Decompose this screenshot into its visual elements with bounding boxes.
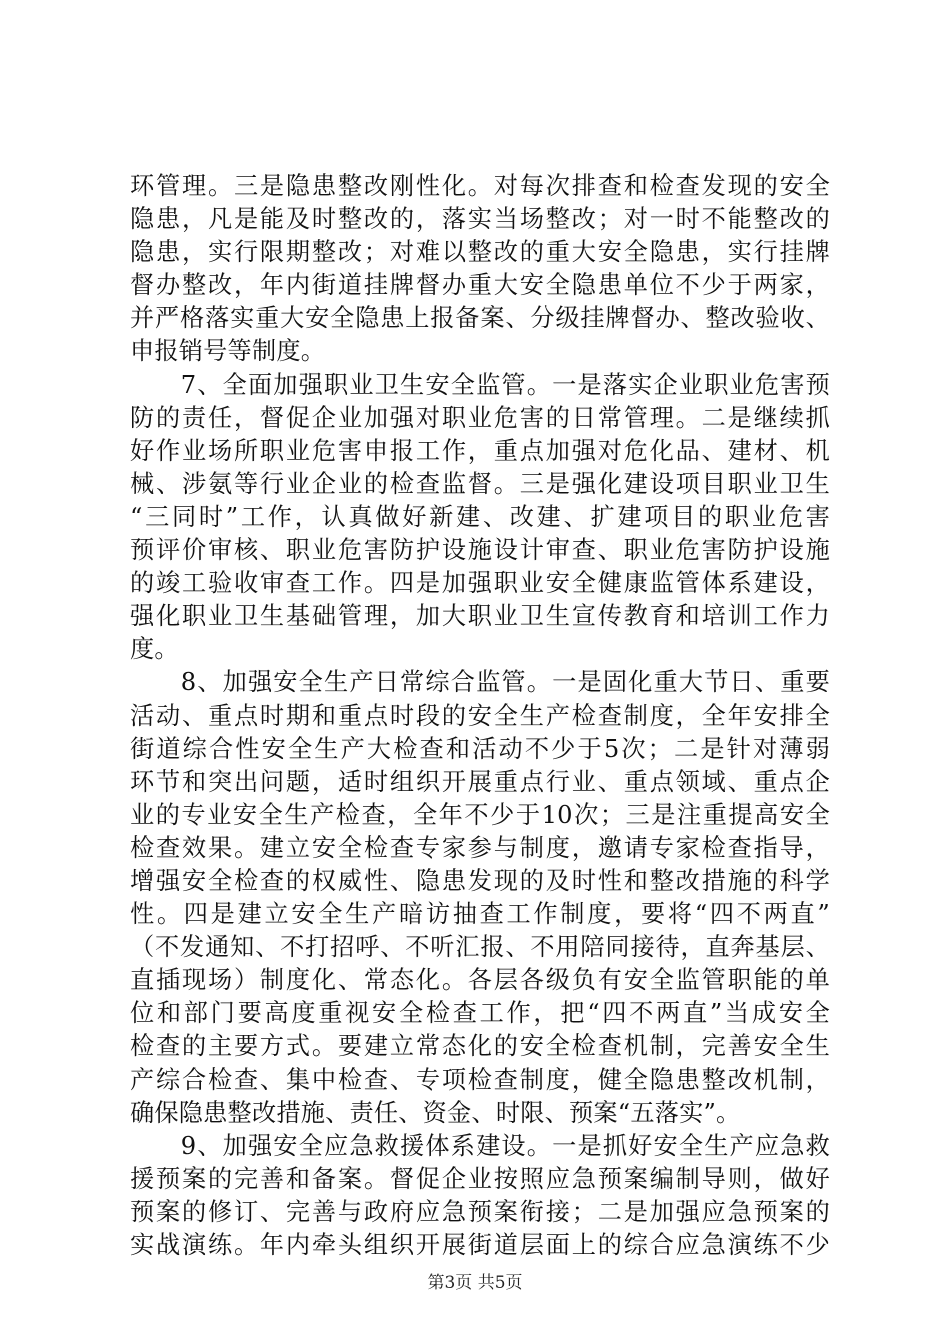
page-footer: 第3页 共5页 <box>427 1273 523 1293</box>
text-line: 7、全面加强职业卫生安全监管。一是落实企业职业危害预 <box>130 370 830 399</box>
text-line: （不发通知、不打招呼、不听汇报、不用陪同接待，直奔基层、 <box>130 933 830 962</box>
text-line: 产综合检查、集中检查、专项检查制度，健全隐患整改机制， <box>130 1065 830 1094</box>
text-line: 环节和突出问题，适时组织开展重点行业、重点领域、重点企 <box>130 767 830 796</box>
text-line: 8、加强安全生产日常综合监管。一是固化重大节日、重要 <box>130 668 830 697</box>
text-line: 检查效果。建立安全检查专家参与制度，邀请专家检查指导， <box>130 833 830 862</box>
text-line: 申报销号等制度。 <box>130 337 326 366</box>
text-line: 预案的修订、完善与政府应急预案衔接；二是加强应急预案的 <box>130 1197 830 1226</box>
text-line: 隐患，实行限期整改；对难以整改的重大安全隐患，实行挂牌 <box>130 238 830 267</box>
text-line: 督办整改，年内街道挂牌督办重大安全隐患单位不少于两家， <box>130 271 830 300</box>
text-line: 活动、重点时期和重点时段的安全生产检查制度，全年安排全 <box>130 701 830 730</box>
text-line: 确保隐患整改措施、责任、资金、时限、预案“五落实”。 <box>130 1098 741 1127</box>
text-line: 直插现场）制度化、常态化。各层各级负有安全监管职能的单 <box>130 966 830 995</box>
text-line: 好作业场所职业危害申报工作，重点加强对危化品、建材、机 <box>130 436 830 465</box>
text-line: 业的专业安全生产检查，全年不少于10次；三是注重提高安全 <box>130 800 830 829</box>
text-line: 的竣工验收审查工作。四是加强职业安全健康监管体系建设， <box>130 569 830 598</box>
text-line: “三同时”工作，认真做好新建、改建、扩建项目的职业危害 <box>130 502 830 531</box>
text-line: 环管理。三是隐患整改刚性化。对每次排查和检查发现的安全 <box>130 172 830 200</box>
text-line: 9、加强安全应急救援体系建设。一是抓好安全生产应急救 <box>130 1131 830 1160</box>
text-line: 隐患，凡是能及时整改的，落实当场整改；对一时不能整改的 <box>130 205 830 234</box>
text-line: 增强安全检查的权威性、隐患发现的及时性和整改措施的科学 <box>130 866 830 895</box>
text-line: 并严格落实重大安全隐患上报备案、分级挂牌督办、整改验收、 <box>130 304 830 333</box>
text-line: 街道综合性安全生产大检查和活动不少于5次；二是针对薄弱 <box>130 734 830 763</box>
text-line: 位和部门要高度重视安全检查工作，把“四不两直”当成安全 <box>130 999 830 1028</box>
text-line: 强化职业卫生基础管理，加大职业卫生宣传教育和培训工作力 <box>130 602 830 631</box>
text-line: 防的责任，督促企业加强对职业危害的日常管理。二是继续抓 <box>130 403 830 432</box>
text-line: 械、涉氨等行业企业的检查监督。三是强化建设项目职业卫生 <box>130 469 830 498</box>
document-body <box>130 170 830 1262</box>
text-line: 度。 <box>130 635 179 664</box>
text-line: 援预案的完善和备案。督促企业按照应急预案编制导则，做好 <box>130 1164 830 1193</box>
text-line: 性。四是建立安全生产暗访抽查工作制度，要将“四不两直” <box>130 900 830 929</box>
text-line: 检查的主要方式。要建立常态化的安全检查机制，完善安全生 <box>130 1032 830 1061</box>
text-line: 预评价审核、职业危害防护设施设计审查、职业危害防护设施 <box>130 536 830 565</box>
text-line: 实战演练。年内牵头组织开展街道层面上的综合应急演练不少 <box>130 1231 830 1259</box>
